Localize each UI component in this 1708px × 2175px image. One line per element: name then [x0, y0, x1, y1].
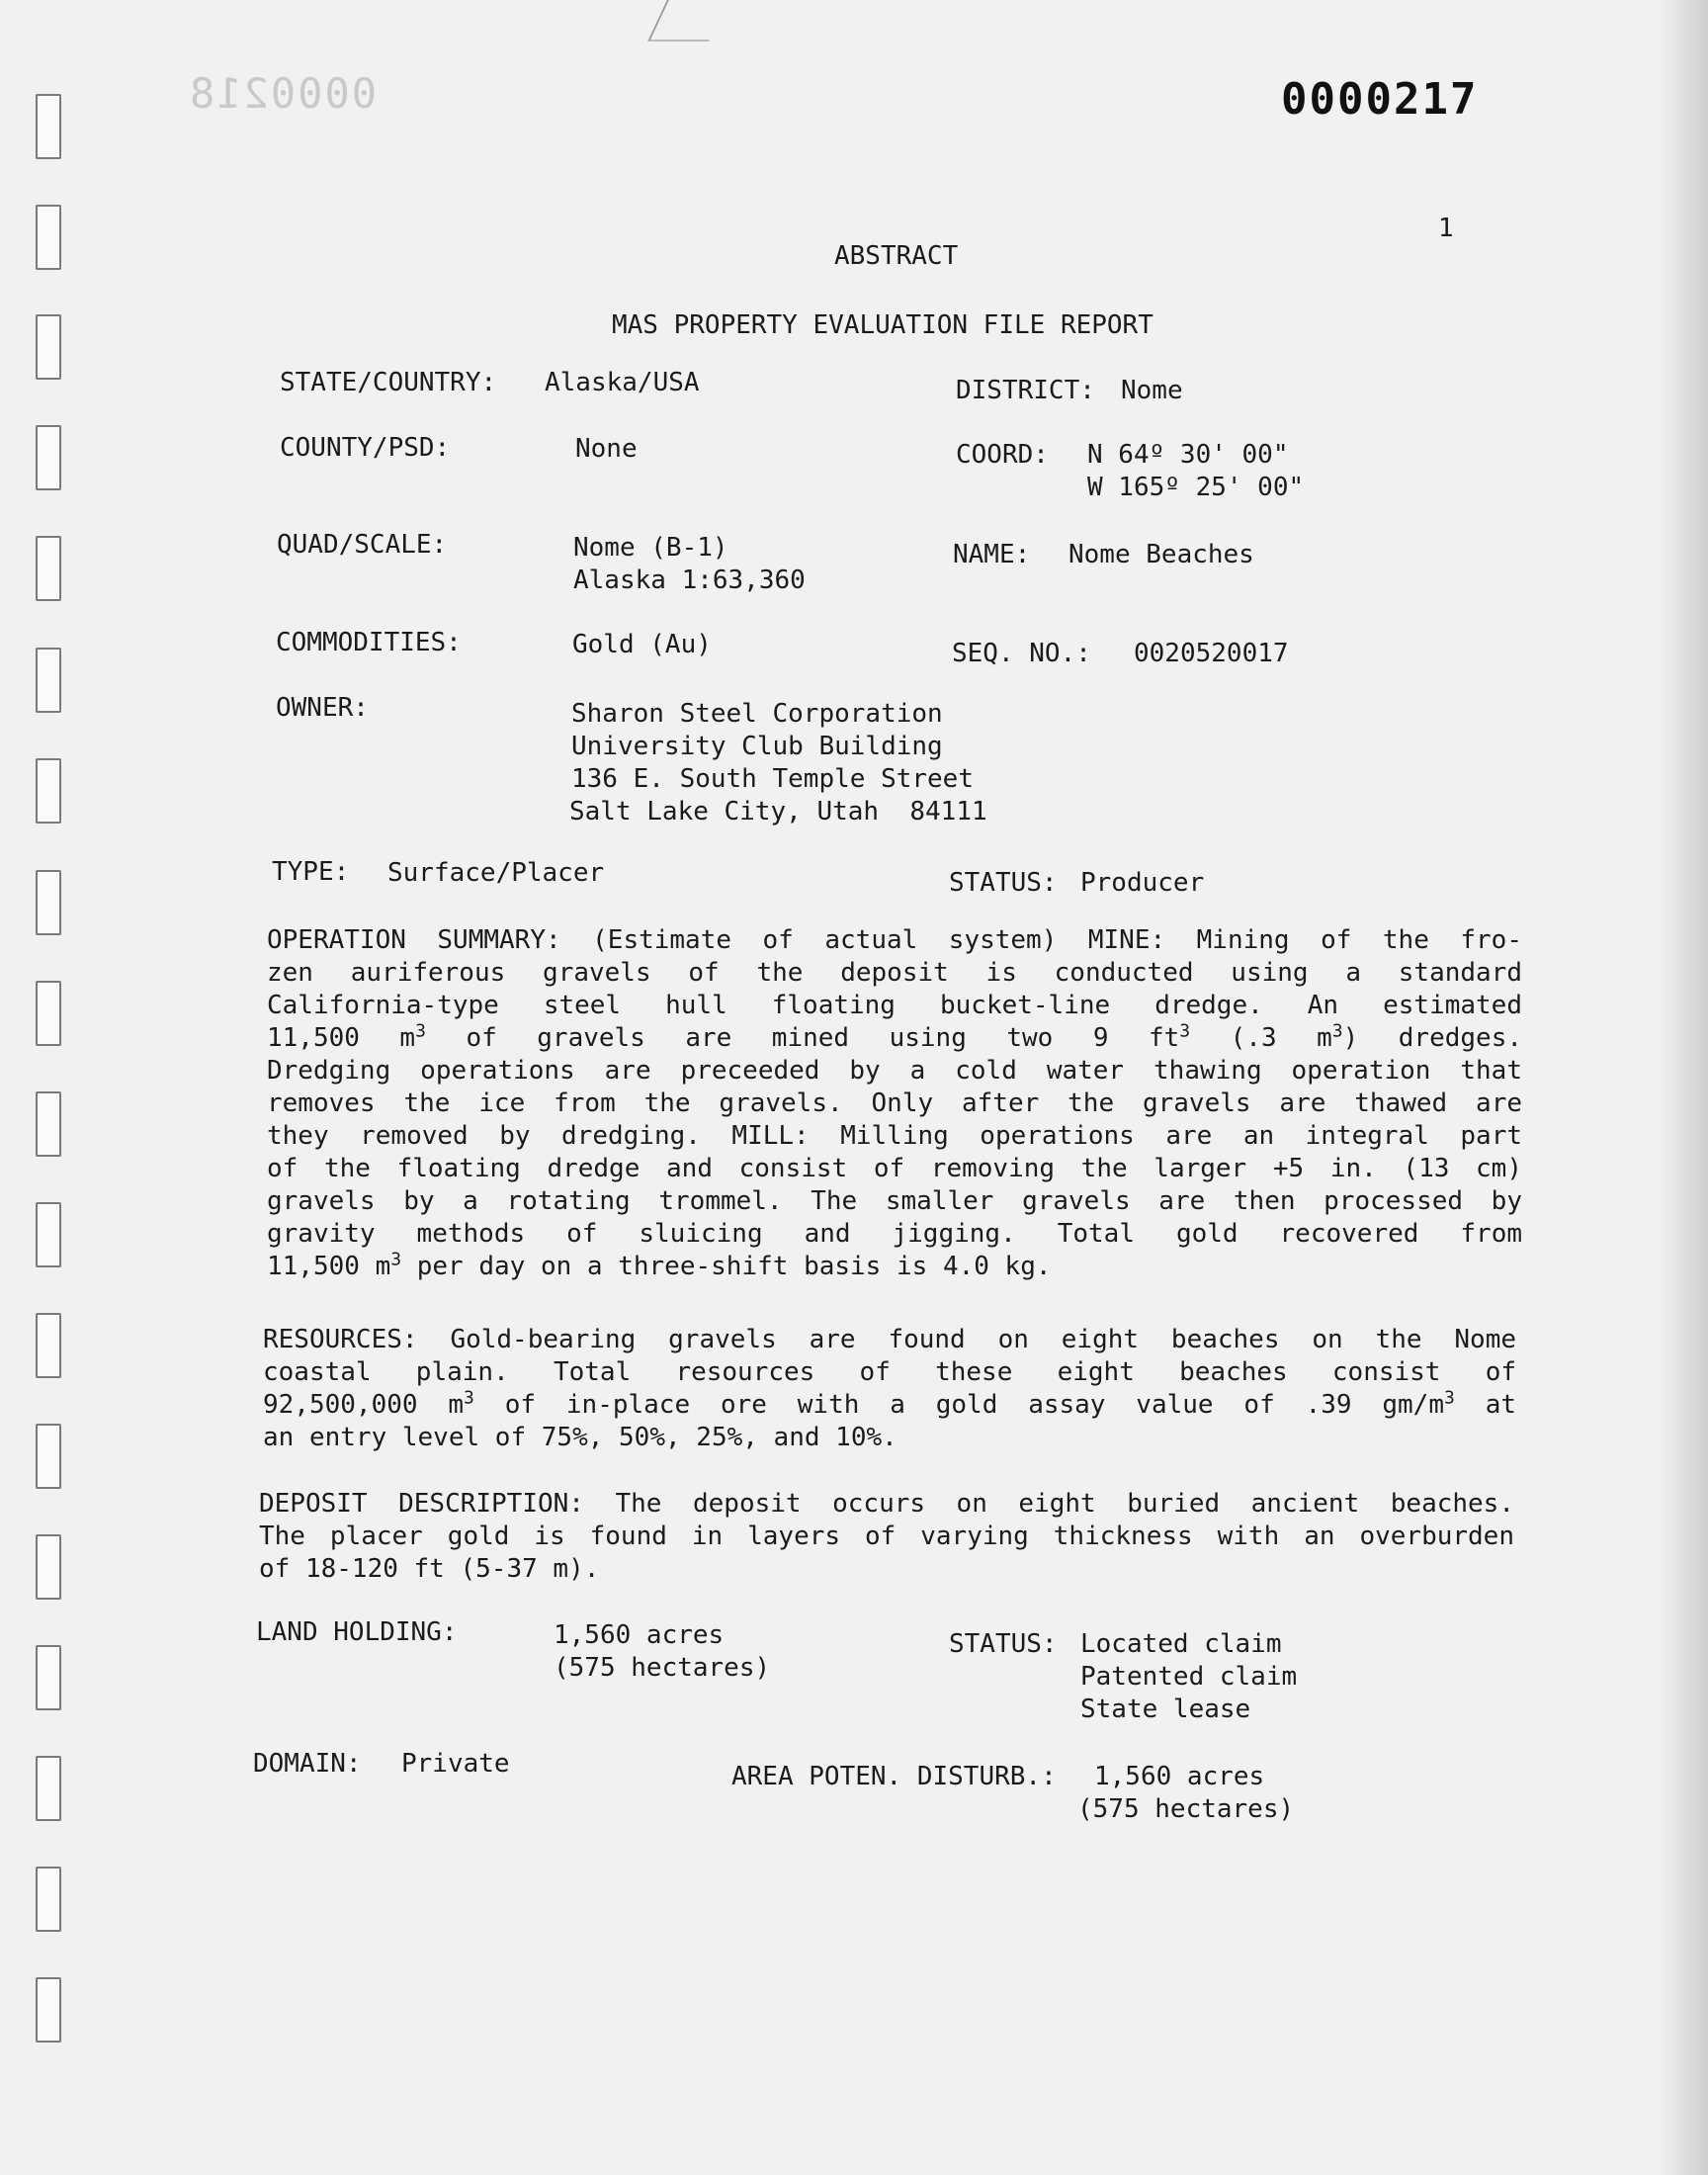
state-label: STATE/COUNTRY: [280, 368, 497, 397]
seq-value: 0020520017 [1134, 639, 1289, 668]
binder-hole [36, 205, 61, 270]
quad-value: Nome (B-1) [573, 533, 728, 563]
operation-summary: OPERATION SUMMARY: (Estimate of actual system) MINE: Mining of the fro- zen auriferous gravels of the deposit is conducted using a standard California-type steel hull floating bucket-line dredge. An estimated 11,500 $m^3$ of gravels are mined using two 9 $ft^3$ (.3 $m^3$) dredges. Dredging operations are preceeded by a cold water thawing operation that removes the ice from the gravels. Only after the gravels are thawed are they removed by dredging. MILL: Milling operations are an integral part of the floating dredge and consist of removing the larger +5 in. (13 cm) gravels by a rotating trommel. The smaller gravels are then processed by gravity methods of sluicing and jigging. Total gold recovered from 11,500 $m^3$ per day on a three-shift basis is 4.0 kg. [267, 925, 1522, 1281]
binder-hole [36, 536, 61, 601]
status-value: Producer [1080, 868, 1205, 898]
owner-line: Salt Lake City, Utah 84111 [569, 797, 987, 826]
seq-label: SEQ. NO.: [952, 639, 1091, 668]
binder-hole [36, 314, 61, 380]
owner-line: Sharon Steel Corporation [571, 699, 943, 729]
owner-line: 136 E. South Temple Street [571, 764, 974, 794]
commodities-label: COMMODITIES: [276, 628, 462, 657]
binder-hole [36, 1867, 61, 1932]
binder-hole [36, 94, 61, 159]
binder-hole [36, 648, 61, 713]
quad-scale: Alaska 1:63,360 [573, 566, 806, 595]
page-title: ABSTRACT [834, 241, 959, 271]
binder-hole [36, 1202, 61, 1267]
owner-label: OWNER: [276, 693, 369, 723]
page-edge-shadow [1659, 0, 1708, 2175]
name-value: Nome Beaches [1068, 540, 1254, 569]
area-disturb-label: AREA POTEN. DISTURB.: [731, 1762, 1057, 1791]
deposit-description: DEPOSIT DESCRIPTION: The deposit occurs on eight buried ancient beaches. The placer gold is found in layers of varying thickness with an overburden of 18-120 ft (5-37 m). [259, 1489, 1514, 1584]
binder-hole [36, 1091, 61, 1157]
district-value: Nome [1121, 376, 1183, 405]
binder-hole [36, 425, 61, 490]
deposit-label: DEPOSIT DESCRIPTION: [259, 1489, 584, 1519]
coord-label: COORD: [956, 440, 1049, 470]
name-label: NAME: [953, 540, 1031, 569]
land-holding-hectares: (575 hectares) [554, 1653, 771, 1683]
land-status-line: Patented claim [1080, 1662, 1298, 1692]
binder-hole [36, 1534, 61, 1600]
land-status-label: STATUS: [949, 1629, 1058, 1659]
binder-hole [36, 758, 61, 824]
owner-line: University Club Building [571, 732, 943, 761]
land-status-line: Located claim [1080, 1629, 1282, 1659]
land-holding-acres: 1,560 acres [554, 1620, 725, 1650]
binder-hole [36, 981, 61, 1046]
operation-summary-label: OPERATION SUMMARY: [267, 925, 561, 955]
document-number: 0000217 [1281, 74, 1479, 125]
bleed-through-number: 0000218 [188, 69, 378, 118]
binder-hole [36, 870, 61, 935]
resources-label: RESOURCES: [263, 1325, 418, 1354]
staple-mark [647, 0, 728, 42]
coord-latitude: N 64º 30' 00" [1087, 440, 1289, 470]
page-number: 1 [1438, 214, 1454, 243]
area-disturb-acres: 1,560 acres [1094, 1762, 1265, 1791]
state-value: Alaska/USA [545, 368, 700, 397]
binder-hole [36, 1645, 61, 1710]
resources: RESOURCES: Gold-bearing gravels are found on eight beaches on the Nome coastal plain. Total resources of these eight beaches consist of 92,500,000 $m^3$ of in-place ore with a gold assay value of .39 $gm/m^3$ at an entry level of 75%, 50%, 25%, and 10%. [263, 1325, 1517, 1452]
county-label: COUNTY/PSD: [280, 433, 451, 463]
domain-value: Private [401, 1749, 510, 1779]
district-label: DISTRICT: [956, 376, 1095, 405]
type-label: TYPE: [272, 857, 350, 887]
binder-hole [36, 1756, 61, 1821]
county-value: None [575, 434, 638, 464]
land-holding-label: LAND HOLDING: [256, 1617, 458, 1647]
coord-longitude: W 165º 25' 00" [1087, 473, 1305, 502]
status-label: STATUS: [949, 868, 1058, 898]
land-status-line: State lease [1080, 1695, 1251, 1724]
type-value: Surface/Placer [387, 858, 605, 888]
quad-label: QUAD/SCALE: [277, 530, 448, 560]
binder-hole [36, 1424, 61, 1489]
domain-label: DOMAIN: [253, 1749, 362, 1779]
area-disturb-hectares: (575 hectares) [1077, 1794, 1295, 1824]
binder-hole [36, 1977, 61, 2043]
report-subtitle: MAS PROPERTY EVALUATION FILE REPORT [612, 310, 1153, 340]
binder-hole [36, 1313, 61, 1378]
commodities-value: Gold (Au) [572, 630, 712, 659]
